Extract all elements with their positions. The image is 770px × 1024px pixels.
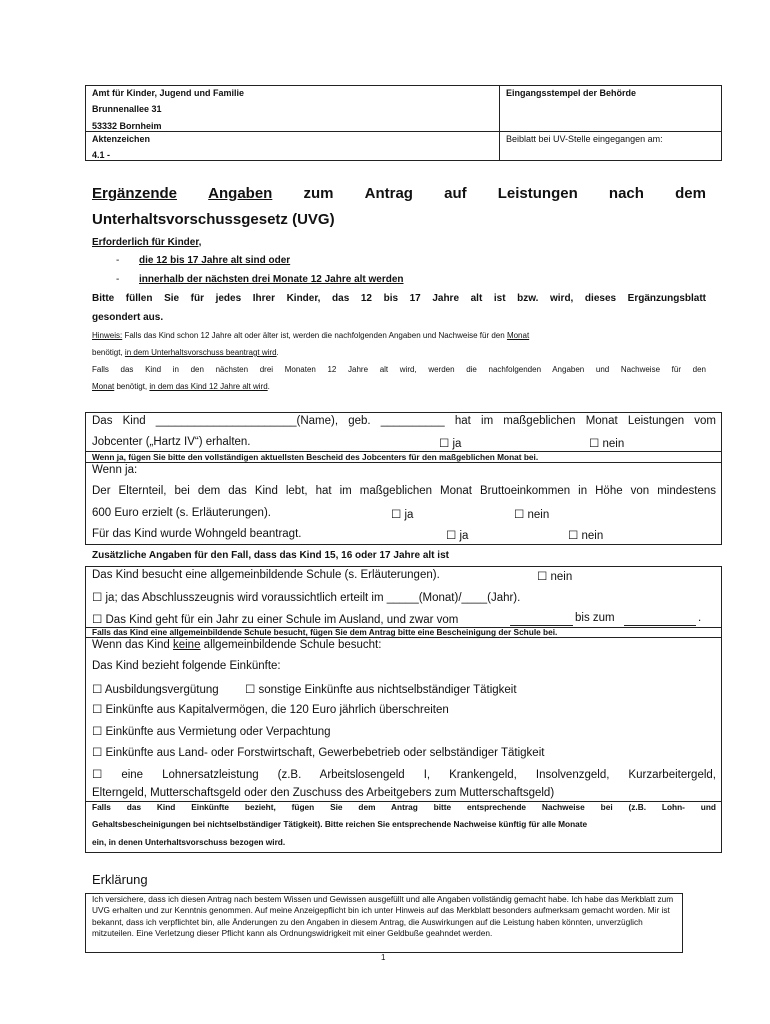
income-proof-note-3: ein, in denen Unterhaltsvorschuss bezogen wird.: [92, 837, 286, 847]
abroad-period: .: [698, 612, 702, 624]
title-word: Antrag: [364, 185, 413, 202]
title-word: auf: [444, 185, 467, 202]
title-word: Ergänzende: [92, 185, 178, 202]
abroad-until-field[interactable]: [624, 625, 696, 626]
declaration-text: Ich versichere, dass ich diesen Antrag nach bestem Wissen und Gewissen ausgefüllt und alle Angaben vollständig gemacht habe. Ich habe das Merkblatt zum UVG erhalten und zur Kenntnis genommen. Auf meine Anzeigepflicht bin ich unter Hinweis auf das Merkblatt besonders aufmerksam gemacht worden. Mir ist bekannt, dass ich verpflichtet bin, alle Änderungen zu den Angaben in diesem Antrag, die Auswirkungen auf die Leistung haben könnten, unverzüglich mitzuteilen. Eine Verletzung dieser Pflicht kann als Ordnungswidrigkeit mit einer Geldbuße geahndet werden.: [92, 894, 674, 938]
authority-city: 53332 Bornheim: [92, 121, 162, 131]
jobcenter-note: Wenn ja, fügen Sie bitte den vollständigen aktuellsten Bescheid des Jobcenters für den maßgeblichen Monat bei.: [92, 452, 539, 462]
income-types-label: Das Kind bezieht folgende Einkünfte:: [92, 660, 281, 672]
no-school-keine: keine: [172, 639, 201, 651]
bullet-age-12-17: die 12 bis 17 Jahre alt sind oder: [139, 255, 291, 266]
jobcenter-label: Jobcenter („Hartz IV“) erhalten.: [92, 436, 251, 448]
no-school-text: Wenn das Kind: [92, 639, 173, 651]
graduation-yes-checkbox[interactable]: ☐ ja; das Abschlusszeugnis wird voraussichtlich erteilt im _____(Monat)/____(Jahr).: [92, 592, 521, 604]
no-school-label: [92, 639, 381, 651]
hint-line-4: [92, 382, 270, 391]
housing-no-checkbox[interactable]: ☐ nein: [568, 530, 604, 542]
school-abroad-checkbox[interactable]: ☐ Das Kind geht für ein Jahr zu einer Schule im Ausland, und zwar vom: [92, 614, 459, 626]
bullet-dash-1: -: [116, 255, 120, 266]
hint-text-underlined: in dem Unterhaltsvorschuss beantragt wird: [124, 348, 277, 357]
no-school-text: allgemeinbildende Schule besucht:: [200, 639, 382, 651]
income-proof-note-1: Falls das Kind Einkünfte bezieht, fügen Sie dem Antrag bitte entsprechende Nachweise bei (z.B. Lohn- und: [92, 802, 716, 812]
received-date-label: Beiblatt bei UV-Stelle eingegangen am:: [506, 134, 663, 144]
hint-text: Falls das Kind schon 12 Jahre alt oder älter ist, werden die nachfolgenden Angaben und Nachweise für den: [122, 331, 507, 340]
hint-month: Monat: [506, 331, 530, 340]
hint-line-2: [92, 348, 279, 357]
hint-line-1: [92, 331, 706, 340]
authority-name: Amt für Kinder, Jugend und Familie: [92, 88, 245, 98]
capital-income-checkbox[interactable]: ☐ Einkünfte aus Kapitalvermögen, die 120 Euro jährlich überschreiten: [92, 704, 449, 716]
title-word: nach: [608, 185, 644, 202]
title-word: Angaben: [208, 185, 273, 202]
title-word: Leistungen: [497, 185, 578, 202]
training-allowance-checkbox[interactable]: ☐ Ausbildungsvergütung: [92, 684, 219, 696]
page-number: 1: [381, 953, 386, 962]
business-income-checkbox[interactable]: ☐ Einkünfte aus Land- oder Forstwirtschaft, Gewerbebetrieb oder selbständiger Tätigkeit: [92, 747, 545, 759]
file-number-value[interactable]: 4.1 -: [92, 150, 111, 160]
wage-replacement-checkbox[interactable]: ☐ eine Lohnersatzleistung (z.B. Arbeitslosengeld I, Krankengeld, Insolvenzgeld, Kurzarbeitergeld,: [92, 769, 716, 781]
parent-income-line2: 600 Euro erzielt (s. Erläuterungen).: [92, 507, 271, 519]
bullet-dash-2: -: [116, 274, 120, 285]
wage-replacement-examples: Elterngeld, Mutterschaftsgeld oder den Zuschuss des Arbeitgebers zum Mutterschaftsgeld): [92, 787, 555, 799]
housing-benefit-label: Für das Kind wurde Wohngeld beantragt.: [92, 528, 302, 540]
hint-text: benötigt,: [92, 348, 125, 357]
page-title-line1: [92, 185, 706, 202]
hint-text: .: [276, 348, 279, 357]
page-title-line2: Unterhaltsvorschussgesetz (UVG): [92, 211, 335, 228]
school-no-checkbox[interactable]: ☐ nein: [537, 571, 573, 583]
hint-line-3: Falls das Kind in den nächsten drei Monaten 12 Jahre alt wird, werden die nachfolgenden Angaben und Nachweise für den: [92, 365, 706, 374]
hint-text: benötigt,: [114, 382, 150, 391]
declaration-heading: Erklärung: [92, 872, 148, 887]
child-name-dob-line[interactable]: Das Kind ______________________(Name), geb. __________ hat im maßgeblichen Monat Leistungen vom: [92, 415, 716, 427]
income-yes-checkbox[interactable]: ☐ ja: [391, 509, 414, 521]
authority-street: Brunnenallee 31: [92, 104, 162, 114]
parent-income-line1: Der Elternteil, bei dem das Kind lebt, hat im maßgeblichen Monat Bruttoeinkommen in Höhe von mindestens: [92, 485, 716, 497]
title-word: zum: [303, 185, 334, 202]
bullet-turning-12: innerhalb der nächsten drei Monate 12 Jahre alt werden: [139, 274, 404, 285]
abroad-until-label: bis zum: [575, 612, 615, 624]
hint-label: Hinweis:: [92, 331, 123, 340]
fill-in-instruction-1: Bitte füllen Sie für jedes Ihrer Kinder, das 12 bis 17 Jahre alt ist bzw. wird, dieses Ergänzungsblatt: [92, 293, 706, 304]
required-for: Erforderlich für Kinder,: [92, 237, 202, 248]
hint-text: .: [267, 382, 270, 391]
housing-yes-checkbox[interactable]: ☐ ja: [446, 530, 469, 542]
age-15-17-heading: Zusätzliche Angaben für den Fall, dass das Kind 15, 16 oder 17 Jahre alt ist: [92, 550, 449, 561]
jobcenter-section: [85, 412, 722, 545]
hint-text-underlined: in dem das Kind 12 Jahre alt wird: [149, 382, 268, 391]
rental-income-checkbox[interactable]: ☐ Einkünfte aus Vermietung oder Verpachtung: [92, 726, 331, 738]
school-certificate-note: Falls das Kind eine allgemeinbildende Schule besucht, fügen Sie dem Antrag bitte eine Bescheinigung der Schule bei.: [92, 627, 558, 637]
file-number-label: Aktenzeichen: [92, 134, 151, 144]
school-attendance-label: Das Kind besucht eine allgemeinbildende Schule (s. Erläuterungen).: [92, 569, 440, 581]
jobcenter-yes-checkbox[interactable]: ☐ ja: [439, 438, 462, 450]
title-word: dem: [675, 185, 706, 202]
fill-in-instruction-2: gesondert aus.: [92, 312, 164, 323]
abroad-from-field[interactable]: [510, 625, 573, 626]
if-yes-label: Wenn ja:: [92, 464, 138, 476]
stamp-label: Eingangsstempel der Behörde: [506, 88, 637, 98]
jobcenter-no-checkbox[interactable]: ☐ nein: [589, 438, 625, 450]
income-no-checkbox[interactable]: ☐ nein: [514, 509, 550, 521]
hint-text-underlined: Monat: [92, 382, 115, 391]
income-proof-note-2: Gehaltsbescheinigungen bei nichtselbständiger Tätigkeit). Bitte reichen Sie entsprechende Nachweise künftig für alle Monate: [92, 819, 588, 829]
other-employment-income-checkbox[interactable]: ☐ sonstige Einkünfte aus nichtselbständiger Tätigkeit: [245, 684, 517, 696]
